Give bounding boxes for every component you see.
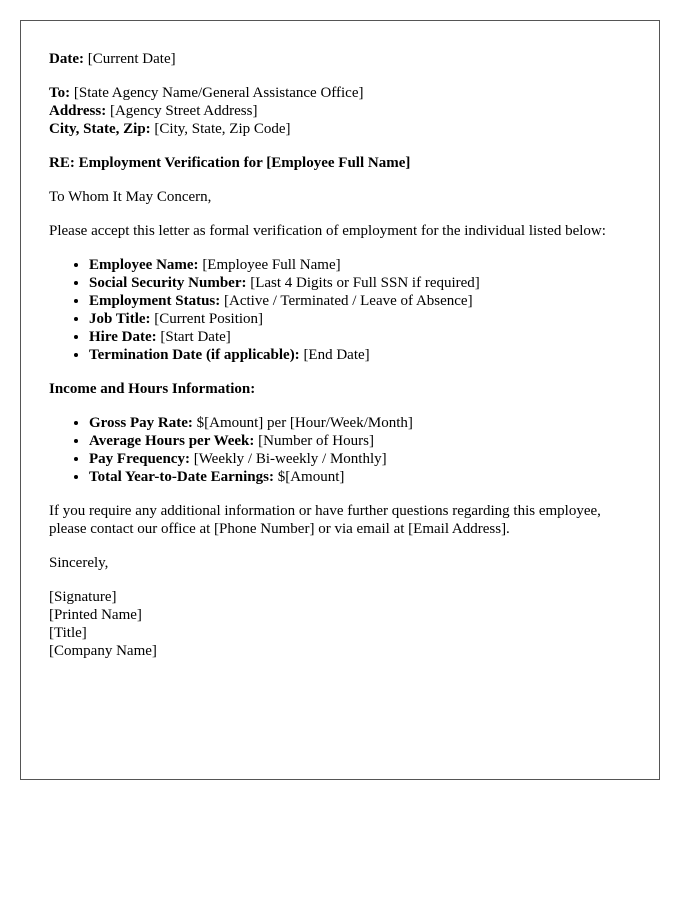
income-heading-text: Income and Hours Information: bbox=[49, 381, 256, 397]
item-label: Social Security Number: bbox=[89, 275, 247, 291]
item-label: Employee Name: bbox=[89, 257, 199, 273]
item-value: $[Amount] bbox=[273, 469, 345, 485]
list-item-employment-status bbox=[89, 292, 631, 310]
address-line bbox=[49, 102, 631, 120]
income-heading bbox=[49, 380, 631, 398]
item-value: [Current Position] bbox=[150, 311, 264, 327]
salutation: To Whom It May Concern, bbox=[49, 189, 212, 205]
date-line bbox=[49, 50, 631, 68]
signoff: Sincerely, bbox=[49, 555, 109, 571]
list-item-gross-pay bbox=[89, 414, 631, 432]
item-value: [Number of Hours] bbox=[254, 433, 374, 449]
recipient-block bbox=[49, 84, 631, 138]
item-label: Hire Date: bbox=[89, 329, 157, 345]
subject-text: RE: Employment Verification for [Employee Full Name] bbox=[49, 155, 411, 171]
item-label: Total Year-to-Date Earnings: bbox=[89, 469, 274, 485]
to-value: [State Agency Name/General Assistance Office] bbox=[70, 85, 364, 101]
item-value: [Last 4 Digits or Full SSN if required] bbox=[246, 275, 480, 291]
list-item-employee-name bbox=[89, 256, 631, 274]
list-item-pay-frequency bbox=[89, 450, 631, 468]
signature-line: [Signature] bbox=[49, 589, 117, 605]
item-value: $[Amount] per [Hour/Week/Month] bbox=[192, 415, 413, 431]
list-item-termination-date bbox=[89, 346, 631, 364]
city-label: City, State, Zip: bbox=[49, 121, 151, 137]
list-item-ssn bbox=[89, 274, 631, 292]
item-value: [Employee Full Name] bbox=[198, 257, 341, 273]
signature-block bbox=[49, 588, 631, 660]
subject-line bbox=[49, 154, 631, 172]
list-item-hire-date bbox=[89, 328, 631, 346]
employee-details-list bbox=[49, 256, 631, 364]
list-item-ytd-earnings bbox=[89, 468, 631, 486]
address-value: [Agency Street Address] bbox=[106, 103, 258, 119]
date-label: Date: bbox=[49, 51, 84, 67]
date-value: [Current Date] bbox=[83, 51, 176, 67]
item-label: Gross Pay Rate: bbox=[89, 415, 193, 431]
item-value: [Weekly / Bi-weekly / Monthly] bbox=[189, 451, 387, 467]
to-line bbox=[49, 84, 631, 102]
list-item-job-title bbox=[89, 310, 631, 328]
item-label: Job Title: bbox=[89, 311, 151, 327]
title-line: [Title] bbox=[49, 625, 87, 641]
item-value: [Active / Terminated / Leave of Absence] bbox=[220, 293, 473, 309]
address-label: Address: bbox=[49, 103, 107, 119]
letter-page bbox=[20, 20, 660, 780]
item-label: Pay Frequency: bbox=[89, 451, 190, 467]
printed-name-line: [Printed Name] bbox=[49, 607, 142, 623]
item-label: Termination Date (if applicable): bbox=[89, 347, 300, 363]
city-line bbox=[49, 120, 631, 138]
company-name-line: [Company Name] bbox=[49, 643, 157, 659]
to-label: To: bbox=[49, 85, 71, 101]
closing-paragraph: If you require any additional information or have further questions regarding this employee, please contact our office at [Phone Number] or via email at [Email Address]. bbox=[49, 503, 601, 537]
item-label: Employment Status: bbox=[89, 293, 221, 309]
item-value: [End Date] bbox=[299, 347, 370, 363]
income-details-list bbox=[49, 414, 631, 486]
city-value: [City, State, Zip Code] bbox=[150, 121, 291, 137]
item-value: [Start Date] bbox=[156, 329, 231, 345]
intro-paragraph: Please accept this letter as formal verification of employment for the individual listed below: bbox=[49, 223, 606, 239]
list-item-average-hours bbox=[89, 432, 631, 450]
item-label: Average Hours per Week: bbox=[89, 433, 255, 449]
